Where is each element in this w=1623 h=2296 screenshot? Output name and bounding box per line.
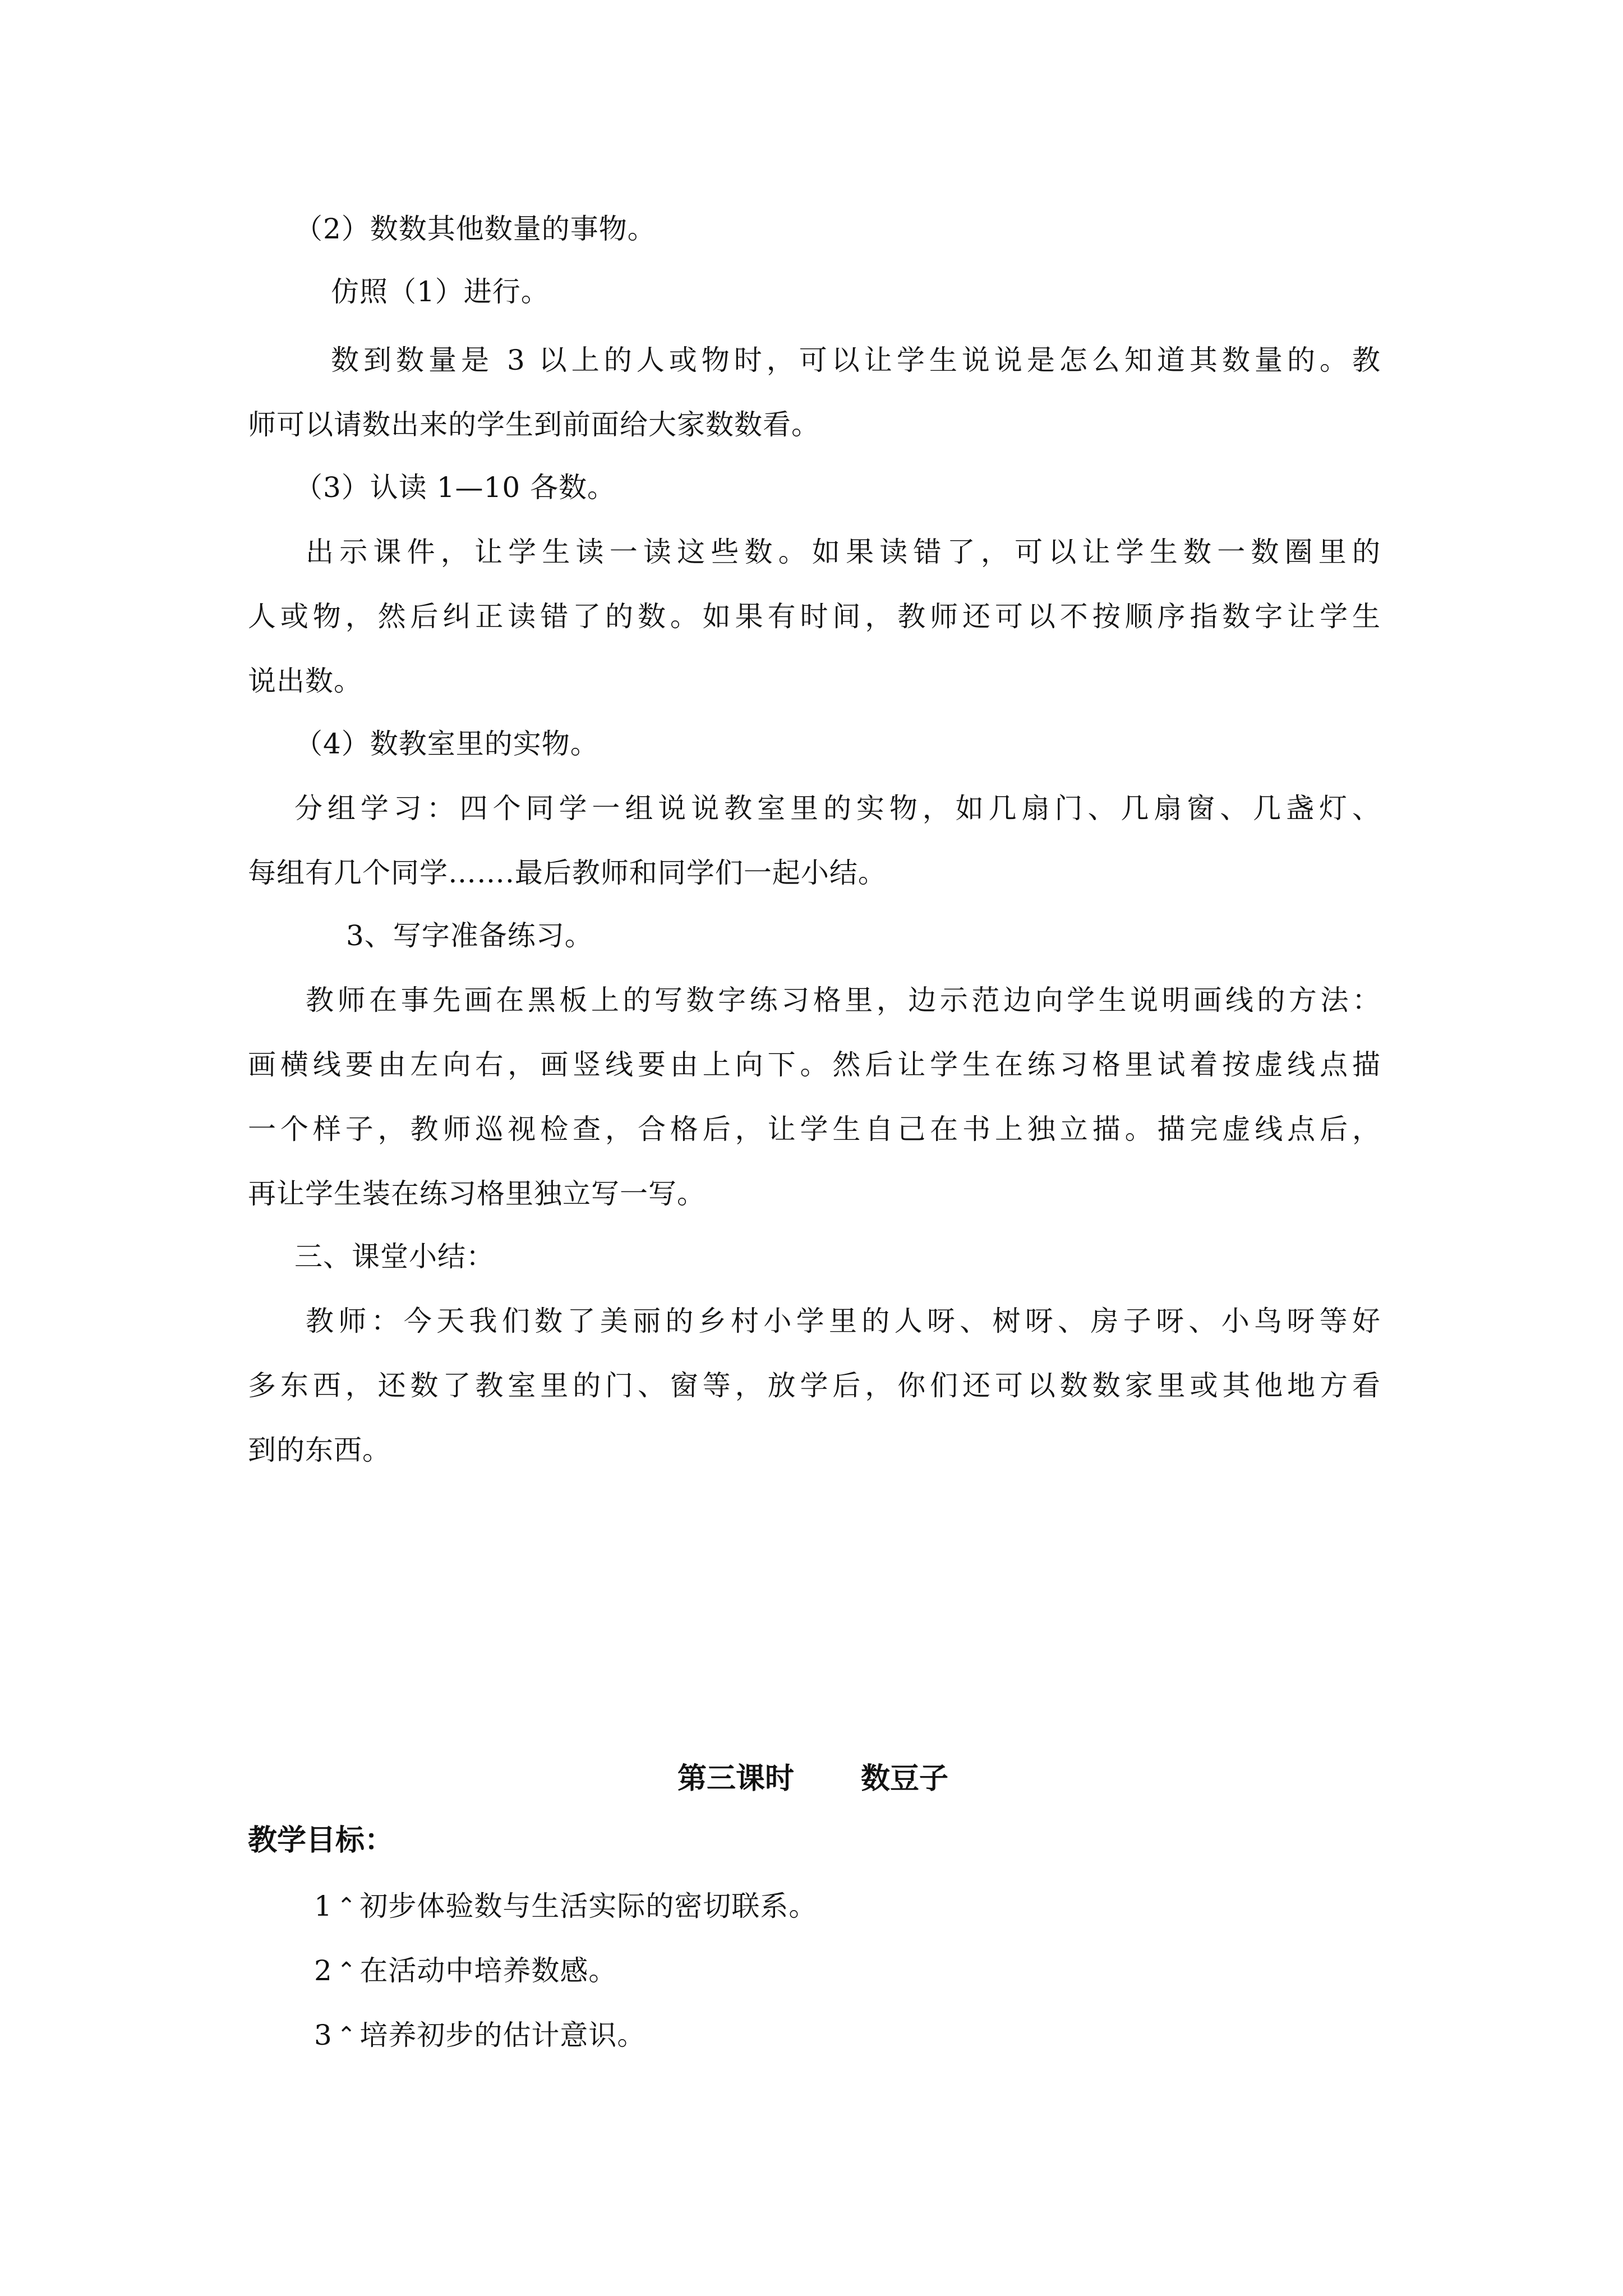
lesson-title: 第三课时	[677, 1761, 795, 1796]
paragraph-line: 每组有几个同学…….最后教师和同学们一起小结。	[248, 857, 887, 889]
objective-text: 在活动中培养数感。	[359, 1954, 617, 1987]
paragraph-line: （4）数教室里的实物。	[294, 728, 599, 760]
paragraph-line: （3）认读 1—10 各数。	[294, 471, 616, 504]
objective-item	[314, 1889, 817, 1925]
paragraph-line: 师可以请数出来的学生到前面给大家数数看。	[248, 408, 820, 441]
paragraph-line: （2）数数其他数量的事物。	[294, 213, 656, 245]
paragraph-line: 教师：今天我们数了美丽的乡村小学里的人呀、树呀、房子呀、小鸟呀等好	[306, 1305, 1381, 1337]
paragraph-line: 分组学习：四个同学一组说说教室里的实物，如几扇门、几扇窗、几盏灯、	[294, 792, 1381, 825]
lesson-name: 数豆子	[861, 1761, 949, 1796]
objective-text: 初步体验数与生活实际的密切联系。	[359, 1890, 818, 1922]
paragraph-line: 一个样子，教师巡视检查，合格后，让学生自己在书上独立描。描完虚线点后，	[248, 1113, 1381, 1145]
objectives-heading: 教学目标：	[248, 1823, 394, 1857]
paragraph-line: 仿照（1）进行。	[331, 275, 550, 308]
paragraph-line: 多东西，还数了教室里的门、窗等，放学后，你们还可以数数家里或其他地方看	[248, 1369, 1381, 1402]
paragraph-line: 说出数。	[248, 665, 362, 697]
paragraph-line: 再让学生装在练习格里独立写一写。	[248, 1177, 706, 1210]
objective-number: 2	[314, 1954, 333, 1987]
paragraph-line: 出示课件，让学生读一读这些数。如果读错了，可以让学生数一数圈里的	[306, 536, 1381, 568]
paragraph-line: 3、写字准备练习。	[346, 919, 593, 952]
caret-icon: ⌃	[336, 1958, 357, 1984]
objective-number: 1	[314, 1890, 333, 1922]
paragraph-line: 到的东西。	[248, 1434, 391, 1466]
objective-item	[314, 1954, 617, 1990]
paragraph-line: 人或物，然后纠正读错了的数。如果有时间，教师还可以不按顺序指数字让学生	[248, 600, 1381, 633]
objective-number: 3	[314, 2019, 333, 2051]
objective-text: 培养初步的估计意识。	[359, 2019, 646, 2051]
paragraph-line: 教师在事先画在黑板上的写数字练习格里，边示范边向学生说明画线的方法：	[306, 984, 1381, 1016]
paragraph-line: 数到数量是 3 以上的人或物时，可以让学生说说是怎么知道其数量的。教	[331, 344, 1381, 376]
objective-item	[314, 2018, 645, 2054]
caret-icon: ⌃	[336, 2022, 357, 2048]
paragraph-line: 三、课堂小结：	[294, 1240, 495, 1273]
caret-icon: ⌃	[336, 1893, 357, 1919]
paragraph-line: 画横线要由左向右，画竖线要由上向下。然后让学生在练习格里试着按虚线点描	[248, 1048, 1381, 1081]
